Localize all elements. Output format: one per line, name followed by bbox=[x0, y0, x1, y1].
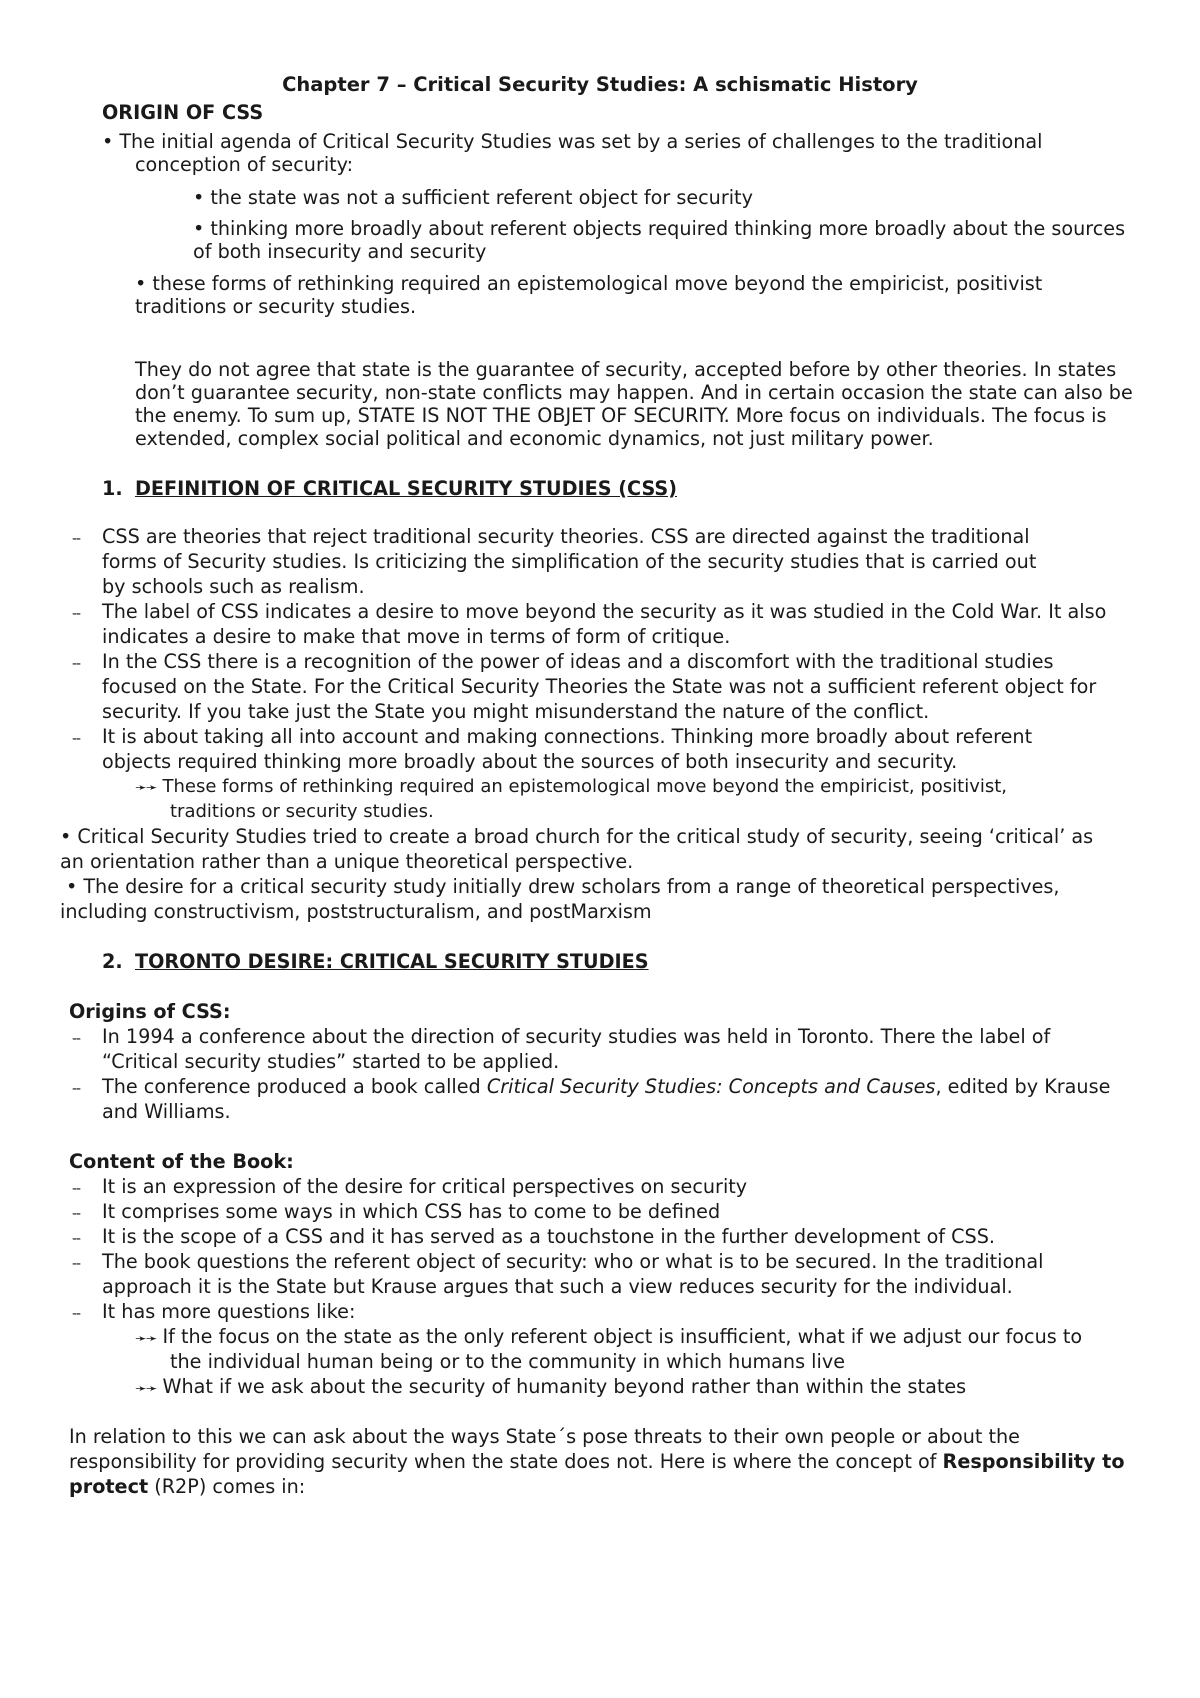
dash-bullet-icon: ‐‐ bbox=[72, 1306, 81, 1322]
dash-bullet-icon: ‐‐ bbox=[72, 1256, 81, 1272]
dash-bullet-icon: ‐‐ bbox=[72, 1181, 81, 1197]
dash-bullet-icon: ‐‐ bbox=[72, 1031, 81, 1047]
arrow-sub-item: ➛➛ What if we ask about the security of humanity beyond rather than within the states bbox=[135, 1375, 967, 1398]
list-item-cont: forms of Security studies. Is criticizing the simplification of the security studies that is carried out bbox=[102, 550, 1037, 573]
section-number: 2. bbox=[102, 950, 123, 973]
bullet-item-cont: conception of security: bbox=[135, 153, 354, 176]
list-item-cont: and Williams. bbox=[102, 1100, 231, 1123]
dash-bullet-icon: ‐‐ bbox=[72, 1206, 81, 1222]
list-item-cont: security. If you take just the State you might misunderstand the nature of the conflict. bbox=[102, 700, 930, 723]
list-item: In the CSS there is a recognition of the power of ideas and a discomfort with the traditional studies bbox=[102, 650, 1054, 673]
dash-bullet-icon: ‐‐ bbox=[72, 731, 81, 747]
subheading-content: Content of the Book: bbox=[69, 1150, 294, 1173]
sub-bullet-item-cont: of both insecurity and security bbox=[193, 240, 487, 263]
list-item: CSS are theories that reject traditional security theories. CSS are directed against the traditional bbox=[102, 525, 1030, 548]
arrow-sub-item-cont: traditions or security studies. bbox=[170, 801, 434, 822]
paragraph-line: responsibility for providing security when the state does not. Here is where the concept of Responsibility to bbox=[69, 1450, 1125, 1473]
paragraph-line: don’t guarantee security, non-state conflicts may happen. And in certain occasion the state can also be bbox=[135, 381, 1133, 404]
section-number: 1. bbox=[102, 477, 123, 500]
arrow-bullet-icon: ➛➛ bbox=[135, 780, 157, 796]
sub-bullet-item: • thinking more broadly about referent objects required thinking more broadly about the sources bbox=[193, 216, 1125, 242]
list-item: It comprises some ways in which CSS has to come to be defined bbox=[102, 1200, 721, 1223]
list-item: The book questions the referent object of security: who or what is to be secured. In the traditional bbox=[102, 1250, 1044, 1273]
list-item: In 1994 a conference about the direction of security studies was held in Toronto. There the label of bbox=[102, 1025, 1051, 1048]
list-item-cont: by schools such as realism. bbox=[102, 575, 365, 598]
arrow-bullet-icon: ➛➛ bbox=[135, 1331, 157, 1347]
paragraph-line: They do not agree that state is the guarantee of security, accepted before by other theories. In states bbox=[135, 358, 1117, 381]
list-item: It has more questions like: bbox=[102, 1300, 356, 1323]
bullet-item-cont: including constructivism, poststructuralism, and postMarxism bbox=[60, 900, 652, 923]
arrow-sub-item-cont: the individual human being or to the community in which humans live bbox=[170, 1350, 846, 1373]
section-heading-origin: ORIGIN OF CSS bbox=[102, 101, 264, 124]
arrow-bullet-icon: ➛➛ bbox=[135, 1381, 157, 1397]
dash-bullet-icon: ‐‐ bbox=[72, 656, 81, 672]
arrow-sub-item: ➛➛ These forms of rethinking required an epistemological move beyond the empiricist, positivist, bbox=[135, 776, 1008, 797]
dash-bullet-icon: ‐‐ bbox=[72, 531, 81, 547]
dash-bullet-icon: ‐‐ bbox=[72, 1231, 81, 1247]
bullet-item: • The initial agenda of Critical Security Studies was set by a series of challenges to the traditional bbox=[102, 129, 1043, 155]
bullet-item: • The desire for a critical security study initially drew scholars from a range of theoretical perspectives, bbox=[66, 874, 1060, 900]
section-heading-definition: DEFINITION OF CRITICAL SECURITY STUDIES (CSS) bbox=[135, 477, 677, 500]
paragraph-line: protect (R2P) comes in: bbox=[69, 1475, 306, 1498]
paragraph-line: extended, complex social political and economic dynamics, not just military power. bbox=[135, 427, 934, 450]
bullet-item-cont: traditions or security studies. bbox=[135, 295, 417, 318]
paragraph-line: In relation to this we can ask about the ways State´s pose threats to their own people or about the bbox=[69, 1425, 1020, 1448]
bullet-item: • Critical Security Studies tried to create a broad church for the critical study of security, seeing ‘critical’ as bbox=[60, 824, 1093, 850]
list-item-cont: “Critical security studies” started to be applied. bbox=[102, 1050, 560, 1073]
dash-bullet-icon: ‐‐ bbox=[72, 1081, 81, 1097]
list-item-cont: focused on the State. For the Critical Security Theories the State was not a sufficient referent object for bbox=[102, 675, 1097, 698]
list-item: The label of CSS indicates a desire to move beyond the security as it was studied in the Cold War. It also bbox=[102, 600, 1107, 623]
bullet-item-cont: an orientation rather than a unique theoretical perspective. bbox=[60, 850, 634, 873]
page-title: Chapter 7 – Critical Security Studies: A schismatic History bbox=[282, 73, 918, 96]
dash-bullet-icon: ‐‐ bbox=[72, 606, 81, 622]
list-item-cont: objects required thinking more broadly about the sources of both insecurity and security. bbox=[102, 750, 958, 773]
list-item-cont: indicates a desire to make that move in terms of form of critique. bbox=[102, 625, 731, 648]
section-heading-toronto: TORONTO DESIRE: CRITICAL SECURITY STUDIES bbox=[135, 950, 649, 973]
list-item: It is an expression of the desire for critical perspectives on security bbox=[102, 1175, 748, 1198]
list-item: It is the scope of a CSS and it has served as a touchstone in the further development of CSS. bbox=[102, 1225, 996, 1248]
arrow-sub-item: ➛➛ If the focus on the state as the only referent object is insufficient, what if we adjust our focus to bbox=[135, 1325, 1083, 1348]
paragraph-line: the enemy. To sum up, STATE IS NOT THE OBJET OF SECURITY. More focus on individuals. The focus is bbox=[135, 404, 1107, 427]
list-item-cont: approach it is the State but Krause argues that such a view reduces security for the individual. bbox=[102, 1275, 1013, 1298]
sub-bullet-item: • the state was not a sufficient referent object for security bbox=[193, 185, 753, 211]
list-item: The conference produced a book called Critical Security Studies: Concepts and Causes, edited by Krause bbox=[102, 1075, 1111, 1098]
list-item: It is about taking all into account and making connections. Thinking more broadly about referent bbox=[102, 725, 1033, 748]
subheading-origins: Origins of CSS: bbox=[69, 1000, 231, 1023]
bullet-item: • these forms of rethinking required an epistemological move beyond the empiricist, positivist bbox=[135, 271, 1042, 297]
